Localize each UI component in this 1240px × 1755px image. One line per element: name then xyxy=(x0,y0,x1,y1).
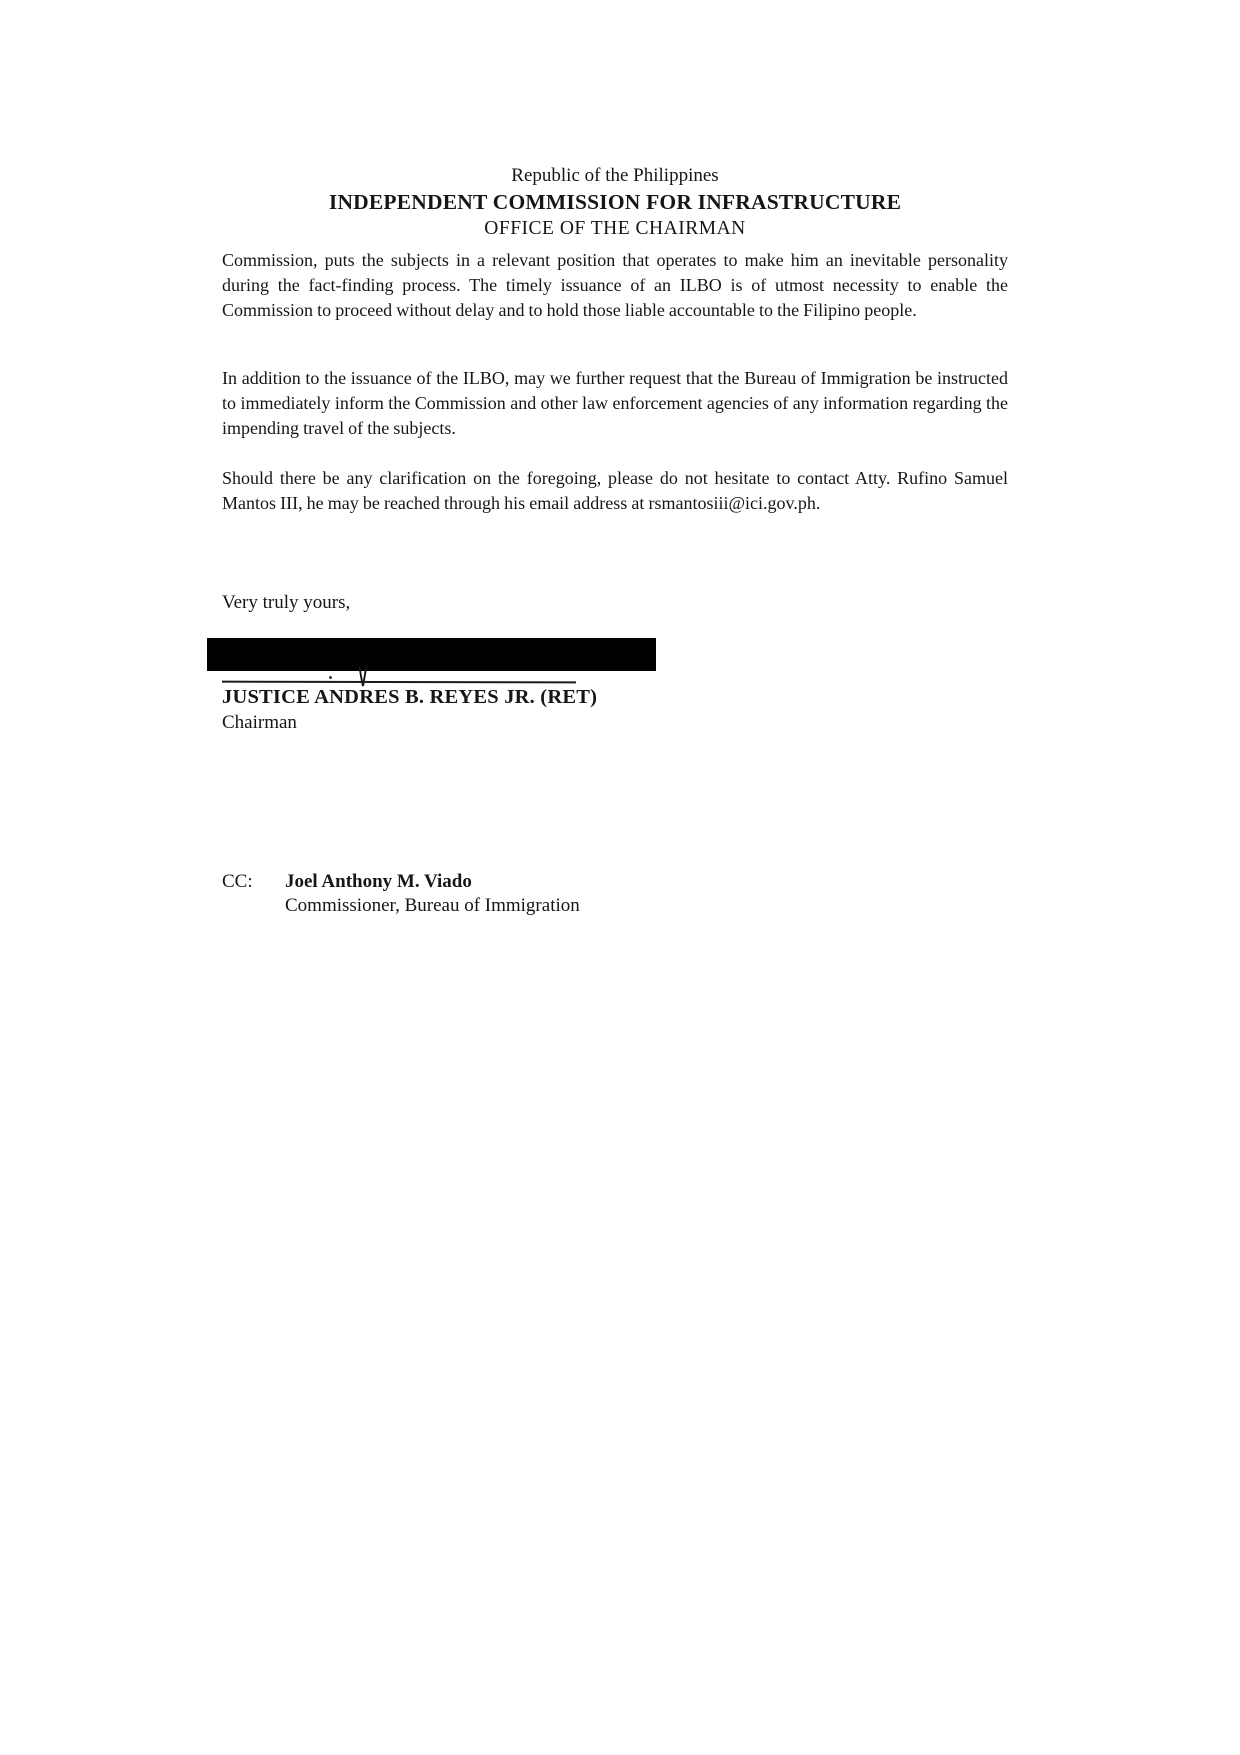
letterhead-commission-name: INDEPENDENT COMMISSION FOR INFRASTRUCTURE xyxy=(328,190,902,214)
letterhead xyxy=(222,163,1008,242)
paragraph-contact-info: Should there be any clarification on the foregoing, please do not hesitate to contact Atty. Rufino Samuel Mantos III, he may be reached through his email address at rsmantosiii@ici.gov.ph. xyxy=(222,468,1008,513)
cc-recipient xyxy=(285,870,580,918)
closing-salutation: Very truly yours, xyxy=(222,592,351,613)
pen-dot-mark xyxy=(329,676,332,679)
cc-block xyxy=(222,870,580,918)
letterhead-office: OFFICE OF THE CHAIRMAN xyxy=(484,218,746,239)
signatory-title: Chairman xyxy=(222,712,297,733)
redaction-bar xyxy=(207,638,656,671)
signatory-name: JUSTICE ANDRES B. REYES JR. (RET) xyxy=(222,686,598,708)
cc-recipient-name: Joel Anthony M. Viado xyxy=(285,871,472,892)
letterhead-country: Republic of the Philippines xyxy=(511,165,719,186)
signature-line xyxy=(222,681,576,684)
cc-label: CC: xyxy=(222,871,253,892)
paragraph-ilbo-necessity: Commission, puts the subjects in a relevant position that operates to make him an inevitable personality during the fact-finding process. The timely issuance of an ILBO is of utmost necessity to enable the Commission to proceed without delay and to hold those liable accountable to the Filipino people. xyxy=(222,250,1008,320)
cc-recipient-title: Commissioner, Bureau of Immigration xyxy=(285,895,580,916)
paragraph-immigration-request: In addition to the issuance of the ILBO, may we further request that the Bureau of Immigration be instructed to immediately inform the Commission and other law enforcement agencies of any information regarding the impending travel of the subjects. xyxy=(222,368,1008,438)
